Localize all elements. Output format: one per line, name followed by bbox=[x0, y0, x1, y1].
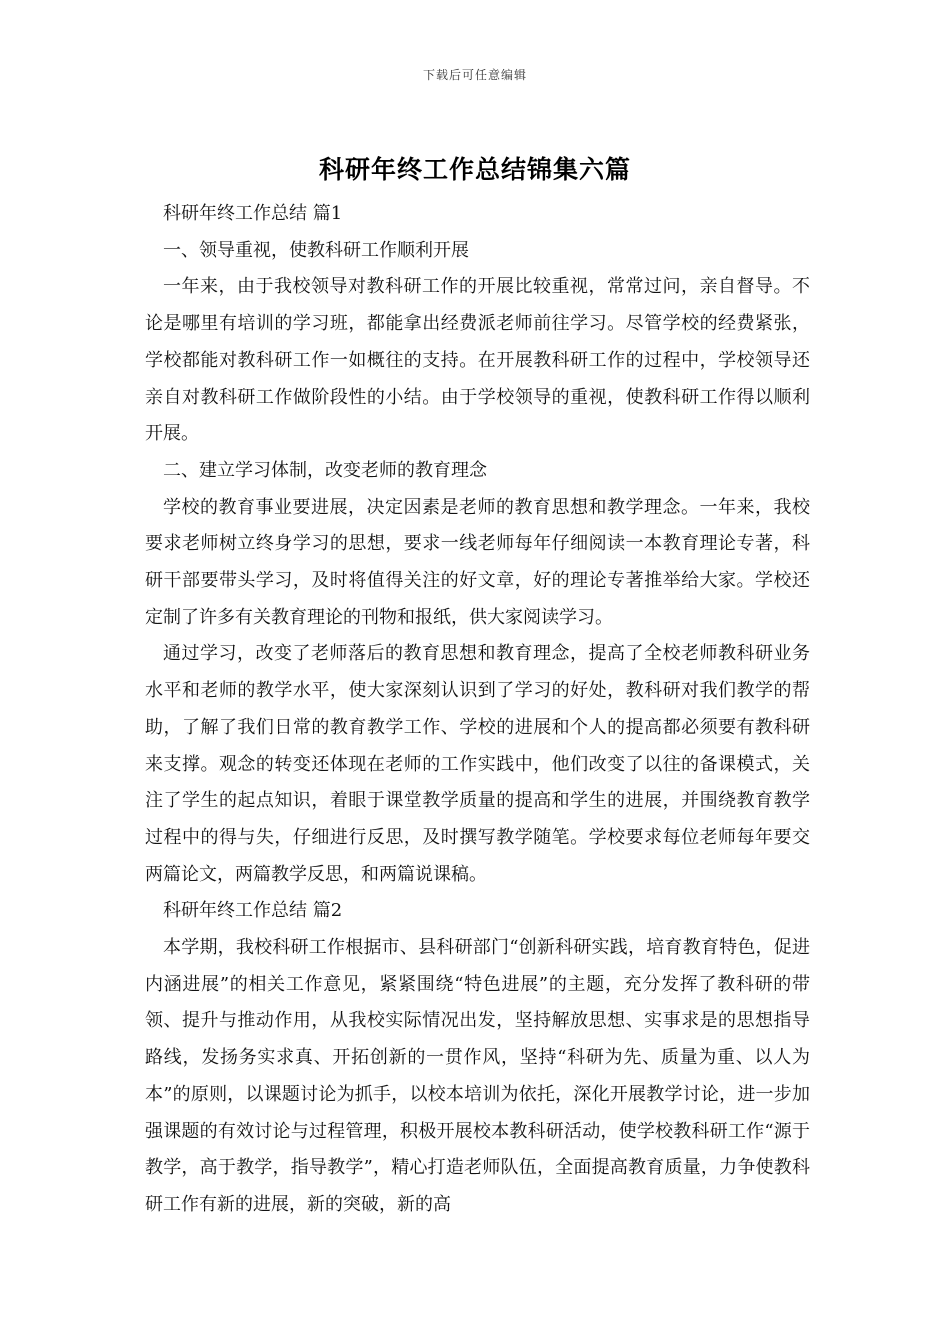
paragraph: 学校的教育事业要进展，决定因素是老师的教育思想和教学理念。一年来，我校要求老师树立终身学习的思想，要求一线老师每年仔细阅读一本教育理论专著，科研干部要带头学习，及时将值得关注的好文章，好的理论专著推举给大家。学校还定制了许多有关教育理论的刊物和报纸，供大家阅读学习。 bbox=[145, 496, 810, 628]
subheading-learning-system: 二、建立学习体制，改变老师的教育理念 bbox=[163, 459, 487, 481]
paragraph: 本学期，我校科研工作根据市、县科研部门“创新科研实践，培育教育特色，促进内涵进展”的相关工作意见，紧紧围绕“特色进展”的主题，充分发挥了教科研的带领、提升与推动作用，从我校实际情况出发，坚持解放思想、实事求是的思想指导路线，发扬务实求真、开拓创新的一贯作风，坚持“科研为先、质量为重、以人为本”的原则，以课题讨论为抓手，以校本培训为依托，深化开展教学讨论，进一步加强课题的有效讨论与过程管理，积极开展校本教科研活动，使学校教科研工作“源于教学，高于教学，指导教学”，精心打造老师队伍，全面提高教育质量，力争使教科研工作有新的进展，新的突破，新的高 bbox=[145, 937, 810, 1215]
section-heading-2: 科研年终工作总结 篇2 bbox=[163, 900, 343, 922]
page-header-note: 下载后可任意编辑 bbox=[422, 68, 527, 82]
paragraph: 通过学习，改变了老师落后的教育思想和教育理念，提高了全校老师教科研业务水平和老师的教学水平，使大家深刻认识到了学习的好处，教科研对我们教学的帮助，了解了我们日常的教育教学工作、学校的进展和个人的提高都必须要有教科研来支撑。观念的转变还体现在老师的工作实践中，他们改变了以往的备课模式，关注了学生的起点知识，着眼于课堂教学质量的提高和学生的进展，并围绕教育教学过程中的得与失，仔细进行反思，及时撰写教学随笔。学校要求每位老师每年要交两篇论文，两篇教学反思，和两篇说课稿。 bbox=[145, 643, 810, 885]
document-title: 科研年终工作总结锦集六篇 bbox=[318, 155, 631, 184]
subheading-leadership: 一、领导重视，使教科研工作顺利开展 bbox=[163, 239, 469, 261]
document-body bbox=[145, 196, 810, 1224]
paragraph: 一年来，由于我校领导对教科研工作的开展比较重视，常常过问，亲自督导。不论是哪里有培训的学习班，都能拿出经费派老师前往学习。尽管学校的经费紧张，学校都能对教科研工作一如概往的支持。在开展教科研工作的过程中，学校领导还亲自对教科研工作做阶段性的小结。由于学校领导的重视，使教科研工作得以顺利开展。 bbox=[145, 276, 810, 445]
section-heading-1: 科研年终工作总结 篇1 bbox=[163, 203, 343, 224]
